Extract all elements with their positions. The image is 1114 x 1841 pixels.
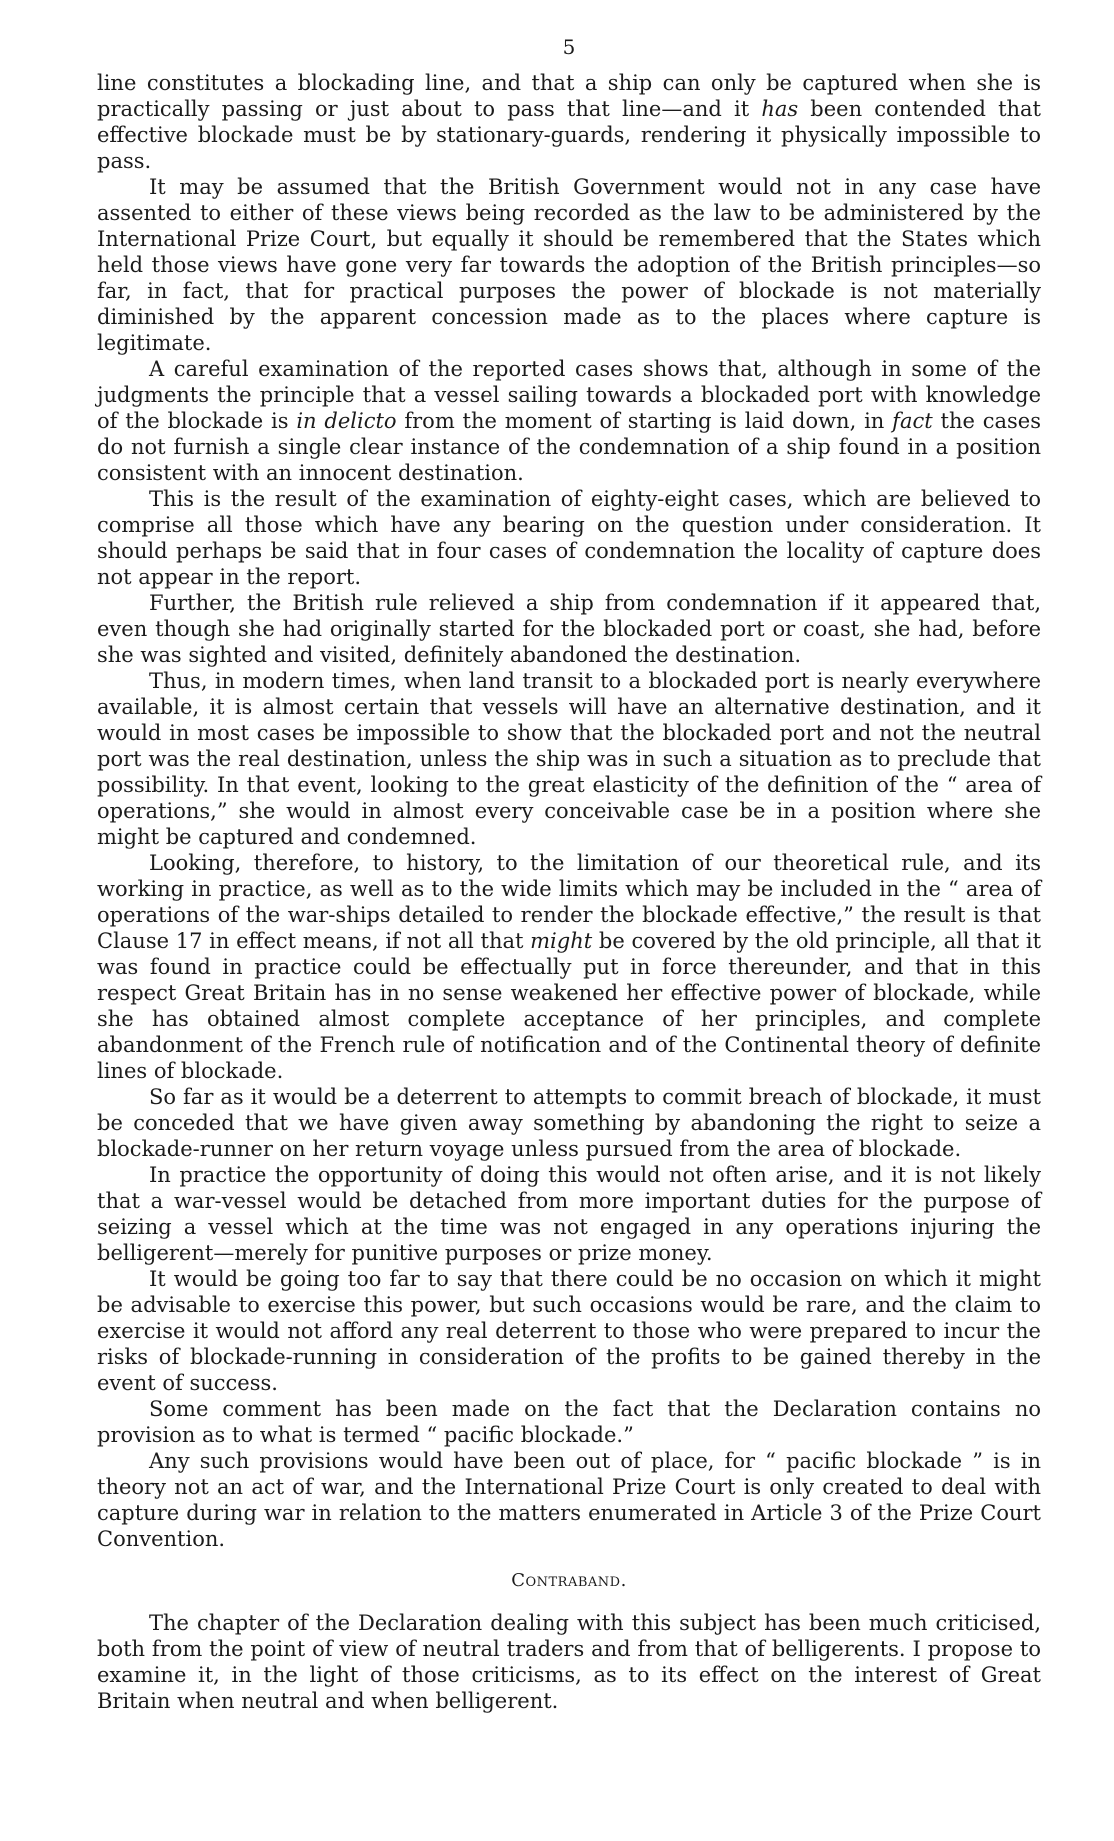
body-paragraph: Some comment has been made on the fact that the Declaration contains no provision as to what is termed “ pacific blockade.” (97, 1397, 1041, 1447)
body-paragraph: It may be assumed that the British Government would not in any case have assented to either of these views being recorded as the law to be administered by the International Prize Court, but equally it should be remembered that the States which held those views have gone very far towards the adoption of the British principles—so far, in fact, that for practical purposes the power of blockade is not materially diminished by the apparent concession made as to the places where capture is legitimate. (97, 175, 1041, 355)
italic-text: has (761, 97, 799, 121)
italic-text: might (530, 929, 593, 953)
body-paragraph: So far as it would be a deterrent to attempts to commit breach of blockade, it must be conceded that we have given away something by abandoning the right to seize a blockade-runner on her return voyage unless pursued from the area of blockade. (97, 1085, 1041, 1161)
body-paragraph: A careful examination of the reported cases shows that, although in some of the judgments the principle that a vessel sailing towards a blockaded port with knowledge of the blockade is in delicto from the moment of starting is laid down, in fact the cases do not furnish a single clear instance of the condemnation of a ship found in a position consistent with an innocent destination. (97, 357, 1041, 485)
section-body-text (97, 1610, 1041, 1714)
body-paragraph: It would be going too far to say that there could be no occasion on which it might be advisable to exercise this power, but such occasions would be rare, and the claim to exercise it would not afford any real deterrent to those who were prepared to incur the risks of blockade-running in consideration of the profits to be gained thereby in the event of success. (97, 1267, 1041, 1395)
body-paragraph: Any such provisions would have been out of place, for “ pacific blockade ” is in theory not an act of war, and the International Prize Court is only created to deal with capture during war in relation to the matters enumerated in Article 3 of the Prize Court Convention. (97, 1449, 1041, 1551)
italic-text: in delicto (296, 409, 397, 433)
section-heading: Contraband. (511, 1570, 627, 1591)
body-text (97, 70, 1041, 1552)
body-paragraph: This is the result of the examination of eighty-eight cases, which are believed to comprise all those which have any bearing on the question under consideration. It should perhaps be said that in four cases of condemnation the locality of capture does not appear in the report. (97, 487, 1041, 589)
section-paragraph: The chapter of the Declaration dealing with this subject has been much criticised, both from the point of view of neutral traders and from that of belligerents. I propose to examine it, in the light of those criticisms, as to its effect on the interest of Great Britain when neutral and when belligerent. (97, 1611, 1041, 1713)
italic-text: fact (892, 409, 933, 433)
body-paragraph: In practice the opportunity of doing this would not often arise, and it is not likely that a war-vessel would be detached from more important duties for the purpose of seizing a vessel which at the time was not engaged in any operations injuring the belligerent—merely for punitive purposes or prize money. (97, 1163, 1041, 1265)
document-page (97, 34, 1041, 1714)
body-paragraph: Thus, in modern times, when land transit to a blockaded port is nearly everywhere available, it is almost certain that vessels will have an alternative destination, and it would in most cases be impossible to show that the blockaded port and not the neutral port was the real destination, unless the ship was in such a situation as to preclude that possibility. In that event, looking to the great elasticity of the definition of the “ area of operations,” she would in almost every conceivable case be in a position where she might be captured and condemned. (97, 669, 1041, 849)
body-paragraph: Further, the British rule relieved a ship from condemnation if it appeared that, even though she had originally started for the blockaded port or coast, she had, before she was sighted and visited, definitely abandoned the destination. (97, 591, 1041, 667)
body-paragraph: line constitutes a blockading line, and that a ship can only be captured when she is practically passing or just about to pass that line—and it has been contended that effective blockade must be by stationary-guards, rendering it physically impossible to pass. (97, 71, 1041, 173)
body-paragraph: Looking, therefore, to history, to the limitation of our theoretical rule, and its working in practice, as well as to the wide limits which may be included in the “ area of operations of the war-ships detailed to render the blockade effective,” the result is that Clause 17 in effect means, if not all that might be covered by the old principle, all that it was found in practice could be effectually put in force thereunder, and that in this respect Great Britain has in no sense weakened her effective power of blockade, while she has obtained almost complete acceptance of her principles, and complete abandonment of the French rule of notification and of the Continental theory of definite lines of blockade. (97, 851, 1042, 1083)
page-number: 5 (562, 35, 576, 59)
